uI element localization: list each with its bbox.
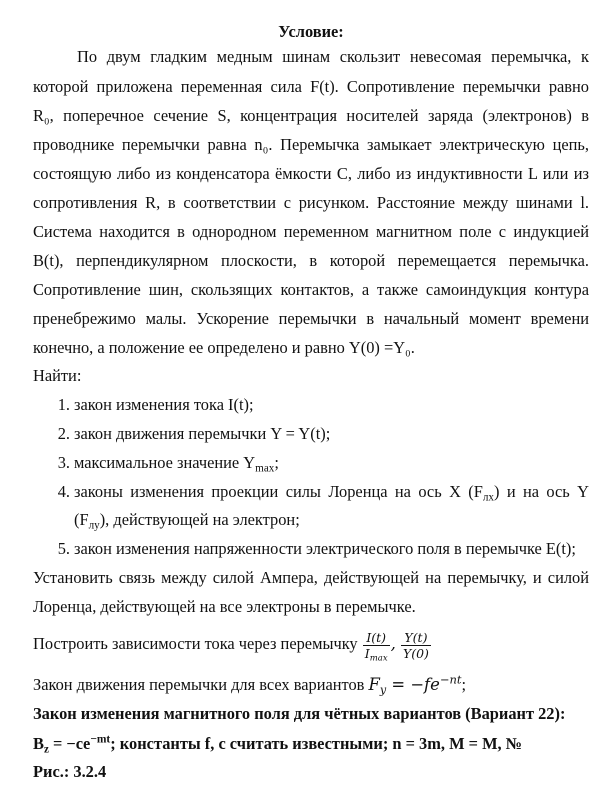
motion-law: Закон движения перемычки для всех вариантов $F_y = -fe^{-nt}$;	[33, 672, 466, 697]
current-ratio-fraction: $\frac{I(t)}{I_{max}}$	[364, 629, 388, 664]
plot-instruction: Построить зависимости тока через перемычку $\frac{I(t)}{I_{max}}$ , $\frac{Y(t)}{Y(0)}$	[33, 629, 429, 664]
relation-line: Установить связь между силой Ампера, действующей на перемычку, и силой	[33, 568, 589, 587]
paragraph-line: R₀, поперечное сечение S, концентрация носителей заряда (электронов) в	[33, 106, 589, 125]
find-label: Найти:	[33, 366, 82, 385]
task-text: закон движения перемычки Y = Y(t);	[74, 424, 331, 443]
paragraph-line: Система находится в однородном переменном магнитном поле с индукцией	[33, 222, 589, 241]
task-number: 5.	[57, 539, 70, 558]
paragraph-line: состоящую либо из конденсатора ёмкости C, либо из индуктивности L или из	[33, 164, 589, 183]
task-text: законы изменения проекции силы Лоренца на ось X $(F_{лх})$ и на ось Y	[74, 482, 589, 504]
paragraph-line: B(t), перпендикулярном плоскости, в которой перемещается перемычка.	[33, 251, 589, 270]
paragraph-line: конечно, а положение ее определено и равно Y(0) =Y₀.	[33, 338, 415, 357]
task-number: 4.	[57, 482, 70, 501]
task-number: 3.	[57, 453, 70, 472]
task-number: 2.	[57, 424, 70, 443]
heading: Условие:	[278, 22, 344, 41]
position-ratio-fraction: $\frac{Y(t)}{Y(0)}$	[402, 629, 429, 661]
variant-heading: Закон изменения магнитного поля для чётных вариантов (Вариант 22):	[33, 704, 566, 723]
task-text: максимальное значение $Y_{max}$;	[74, 453, 279, 475]
task-text: закон изменения тока I(t);	[74, 395, 254, 414]
variant-formula-line: $B_z = -ce^{-mt}$; константы f, с считать известными; n = 3m, M = M, №	[33, 733, 523, 756]
task-text-continued: $(F_{лу})$, действующей на электрон;	[74, 510, 300, 532]
paragraph-line: пренебрежимо малы. Ускорение перемычки в начальный момент времени	[33, 309, 589, 328]
paragraph-line: которой приложена переменная сила F(t). Сопротивление перемычки равно	[33, 77, 589, 96]
paragraph-line: проводнике перемычки равна n₀. Перемычка замыкает электрическую цепь,	[33, 135, 589, 154]
paragraph-line: Сопротивление шин, скользящих контактов, а также самоиндукция контура	[33, 280, 589, 299]
relation-line: Лоренца, действующей на все электроны в перемычке.	[33, 597, 416, 616]
task-number: 1.	[57, 395, 70, 414]
figure-reference: Рис.: 3.2.4	[33, 762, 107, 781]
task-text: закон изменения напряженности электрического поля в перемычке E(t);	[74, 539, 576, 558]
motion-law-formula: $F_y = -fe^{-nt}$	[368, 672, 462, 697]
paragraph-line: сопротивления R, в соответствии с рисунком. Расстояние между шинами l.	[33, 193, 589, 212]
paragraph-line: По двум гладким медным шинам скользит невесомая перемычка, к	[77, 47, 589, 66]
